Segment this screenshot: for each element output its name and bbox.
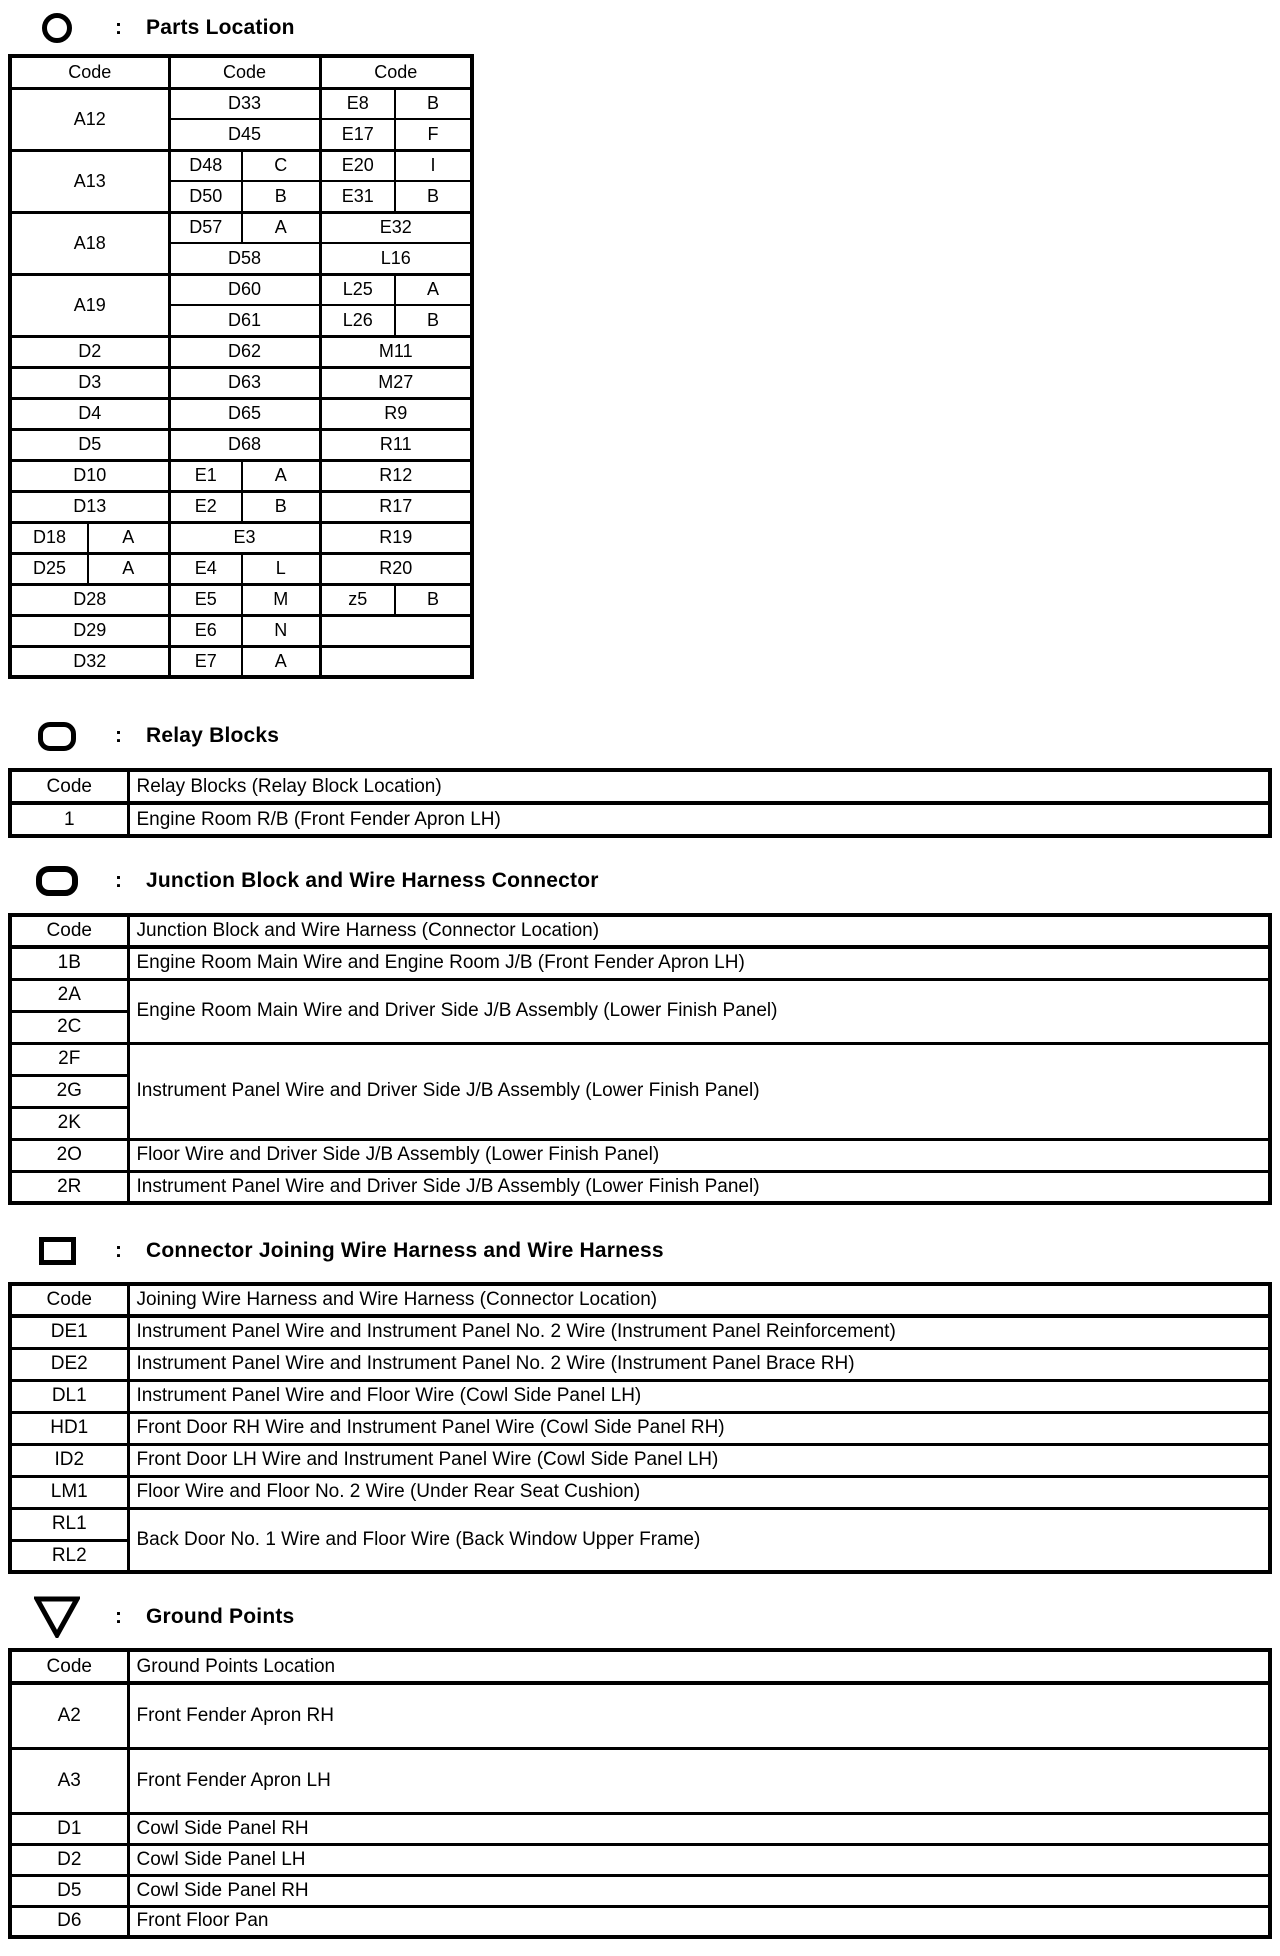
empty-cell <box>320 646 472 677</box>
description-cell: Front Fender Apron LH <box>128 1748 1270 1813</box>
subcode-cell: A <box>395 274 472 305</box>
code-cell: A3 <box>10 1748 128 1813</box>
subcode-cell: I <box>395 150 472 181</box>
description-cell: Cowl Side Panel RH <box>128 1875 1270 1906</box>
column-header-code: Code <box>10 770 128 803</box>
parts-code-cell: L26 <box>320 305 395 336</box>
parts-code-cell: E8 <box>320 88 395 119</box>
description-cell: Front Door RH Wire and Instrument Panel Wire (Cowl Side Panel RH) <box>128 1412 1270 1444</box>
parts-code-cell: D2 <box>10 336 169 367</box>
code-cell: D2 <box>10 1844 128 1875</box>
ground-points-triangle-down-icon <box>34 1596 80 1638</box>
column-header-location: Junction Block and Wire Harness (Connector Location) <box>128 915 1270 947</box>
description-cell: Back Door No. 1 Wire and Floor Wire (Back Window Upper Frame) <box>128 1508 1270 1572</box>
parts-code-cell: E6 <box>169 615 242 646</box>
parts-location-table <box>8 54 474 679</box>
parts-code-cell: D3 <box>10 367 169 398</box>
section-header-junction-block <box>0 859 599 903</box>
code-cell: 2K <box>10 1107 128 1139</box>
column-header-location: Relay Blocks (Relay Block Location) <box>128 770 1270 803</box>
section-title: Connector Joining Wire Harness and Wire Harness <box>146 1239 664 1262</box>
heading-colon: : <box>115 1605 122 1628</box>
code-cell: 1 <box>10 803 128 836</box>
column-header-code: Code <box>10 915 128 947</box>
parts-code-cell: D48 <box>169 150 242 181</box>
parts-code-cell: D29 <box>10 615 169 646</box>
code-cell: A2 <box>10 1683 128 1748</box>
subcode-cell: L <box>242 553 320 584</box>
subcode-cell: N <box>242 615 320 646</box>
subcode-cell: A <box>242 646 320 677</box>
subcode-cell: A <box>242 212 320 243</box>
relay-block-rounded-rect-icon <box>38 722 76 751</box>
parts-code-cell: E7 <box>169 646 242 677</box>
subcode-cell: A <box>88 522 169 553</box>
code-cell: D1 <box>10 1813 128 1844</box>
column-header-code: Code <box>10 56 169 88</box>
parts-code-cell: R11 <box>320 429 472 460</box>
parts-code-cell: D10 <box>10 460 169 491</box>
column-header-location: Ground Points Location <box>128 1650 1270 1683</box>
section-title: Ground Points <box>146 1605 295 1628</box>
parts-code-cell: L25 <box>320 274 395 305</box>
code-cell: RL2 <box>10 1540 128 1572</box>
parts-code-cell: D4 <box>10 398 169 429</box>
column-header-code: Code <box>320 56 472 88</box>
subcode-cell: A <box>242 460 320 491</box>
description-cell: Instrument Panel Wire and Driver Side J/B Assembly (Lower Finish Panel) <box>128 1171 1270 1203</box>
parts-code-cell: R19 <box>320 522 472 553</box>
description-cell: Front Fender Apron RH <box>128 1683 1270 1748</box>
parts-code-cell: L16 <box>320 243 472 274</box>
parts-code-cell: D50 <box>169 181 242 212</box>
parts-code-cell: D61 <box>169 305 320 336</box>
description-cell: Instrument Panel Wire and Instrument Panel No. 2 Wire (Instrument Panel Reinforcement) <box>128 1316 1270 1348</box>
subcode-cell: B <box>395 584 472 615</box>
parts-code-cell: E2 <box>169 491 242 522</box>
connector-joining-square-icon <box>39 1237 76 1265</box>
parts-code-cell: A19 <box>10 274 169 336</box>
description-cell: Instrument Panel Wire and Floor Wire (Cowl Side Panel LH) <box>128 1380 1270 1412</box>
heading-colon: : <box>115 16 122 39</box>
junction-block-table <box>8 913 1272 1205</box>
parts-code-cell: D32 <box>10 646 169 677</box>
description-cell: Engine Room Main Wire and Driver Side J/B Assembly (Lower Finish Panel) <box>128 979 1270 1043</box>
code-cell: D5 <box>10 1875 128 1906</box>
code-cell: LM1 <box>10 1476 128 1508</box>
parts-code-cell: D62 <box>169 336 320 367</box>
code-cell: ID2 <box>10 1444 128 1476</box>
code-cell: 1B <box>10 947 128 979</box>
parts-code-cell: z5 <box>320 584 395 615</box>
code-cell: HD1 <box>10 1412 128 1444</box>
code-cell: 2F <box>10 1043 128 1075</box>
section-header-ground-points <box>0 1595 294 1639</box>
description-cell: Cowl Side Panel RH <box>128 1813 1270 1844</box>
parts-location-circle-icon <box>42 13 72 43</box>
parts-code-cell: A13 <box>10 150 169 212</box>
code-cell: 2O <box>10 1139 128 1171</box>
code-cell: 2A <box>10 979 128 1011</box>
parts-code-cell: D18 <box>10 522 88 553</box>
code-cell: DE2 <box>10 1348 128 1380</box>
parts-code-cell: A12 <box>10 88 169 150</box>
parts-code-cell: M27 <box>320 367 472 398</box>
description-cell: Engine Room Main Wire and Engine Room J/B (Front Fender Apron LH) <box>128 947 1270 979</box>
description-cell: Front Floor Pan <box>128 1906 1270 1937</box>
parts-code-cell: D33 <box>169 88 320 119</box>
heading-colon: : <box>115 724 122 747</box>
connector-joining-table <box>8 1282 1272 1574</box>
subcode-cell: B <box>395 181 472 212</box>
code-cell: 2C <box>10 1011 128 1043</box>
code-cell: RL1 <box>10 1508 128 1540</box>
parts-code-cell: E1 <box>169 460 242 491</box>
section-header-connector-joining <box>0 1229 664 1273</box>
parts-code-cell: D57 <box>169 212 242 243</box>
parts-code-cell: D58 <box>169 243 320 274</box>
ground-points-table <box>8 1648 1272 1939</box>
parts-code-cell: E4 <box>169 553 242 584</box>
code-cell: 2R <box>10 1171 128 1203</box>
column-header-code: Code <box>10 1650 128 1683</box>
parts-code-cell: E17 <box>320 119 395 150</box>
parts-code-cell: E20 <box>320 150 395 181</box>
description-cell: Instrument Panel Wire and Driver Side J/B Assembly (Lower Finish Panel) <box>128 1043 1270 1139</box>
parts-code-cell: D25 <box>10 553 88 584</box>
heading-colon: : <box>115 1239 122 1262</box>
subcode-cell: A <box>88 553 169 584</box>
section-header-parts-location <box>0 6 295 50</box>
parts-code-cell: E31 <box>320 181 395 212</box>
parts-code-cell: M11 <box>320 336 472 367</box>
parts-code-cell: D63 <box>169 367 320 398</box>
code-cell: DL1 <box>10 1380 128 1412</box>
column-header-location: Joining Wire Harness and Wire Harness (Connector Location) <box>128 1284 1270 1316</box>
parts-code-cell: A18 <box>10 212 169 274</box>
subcode-cell: B <box>242 181 320 212</box>
parts-code-cell: R9 <box>320 398 472 429</box>
column-header-code: Code <box>10 1284 128 1316</box>
parts-code-cell: E5 <box>169 584 242 615</box>
column-header-code: Code <box>169 56 320 88</box>
parts-code-cell: D60 <box>169 274 320 305</box>
description-cell: Cowl Side Panel LH <box>128 1844 1270 1875</box>
section-title: Relay Blocks <box>146 724 280 747</box>
parts-code-cell: D68 <box>169 429 320 460</box>
heading-colon: : <box>115 869 122 892</box>
description-cell: Instrument Panel Wire and Instrument Panel No. 2 Wire (Instrument Panel Brace RH) <box>128 1348 1270 1380</box>
parts-code-cell: R20 <box>320 553 472 584</box>
parts-code-cell: D28 <box>10 584 169 615</box>
code-cell: 2G <box>10 1075 128 1107</box>
section-title: Junction Block and Wire Harness Connector <box>146 869 599 892</box>
parts-code-cell: D5 <box>10 429 169 460</box>
subcode-cell: M <box>242 584 320 615</box>
parts-code-cell: D65 <box>169 398 320 429</box>
parts-code-cell: D45 <box>169 119 320 150</box>
relay-blocks-table <box>8 768 1272 838</box>
subcode-cell: B <box>395 305 472 336</box>
parts-code-cell: D13 <box>10 491 169 522</box>
parts-code-cell: R17 <box>320 491 472 522</box>
code-cell: D6 <box>10 1906 128 1937</box>
empty-cell <box>320 615 472 646</box>
subcode-cell: B <box>242 491 320 522</box>
junction-block-rounded-rect-icon <box>36 866 78 896</box>
parts-code-cell: E3 <box>169 522 320 553</box>
parts-code-cell: R12 <box>320 460 472 491</box>
description-cell: Engine Room R/B (Front Fender Apron LH) <box>128 803 1270 836</box>
subcode-cell: C <box>242 150 320 181</box>
section-header-relay-blocks <box>0 714 279 758</box>
parts-code-cell: E32 <box>320 212 472 243</box>
description-cell: Front Door LH Wire and Instrument Panel Wire (Cowl Side Panel LH) <box>128 1444 1270 1476</box>
section-title: Parts Location <box>146 16 295 39</box>
description-cell: Floor Wire and Floor No. 2 Wire (Under Rear Seat Cushion) <box>128 1476 1270 1508</box>
subcode-cell: B <box>395 88 472 119</box>
subcode-cell: F <box>395 119 472 150</box>
code-cell: DE1 <box>10 1316 128 1348</box>
description-cell: Floor Wire and Driver Side J/B Assembly (Lower Finish Panel) <box>128 1139 1270 1171</box>
